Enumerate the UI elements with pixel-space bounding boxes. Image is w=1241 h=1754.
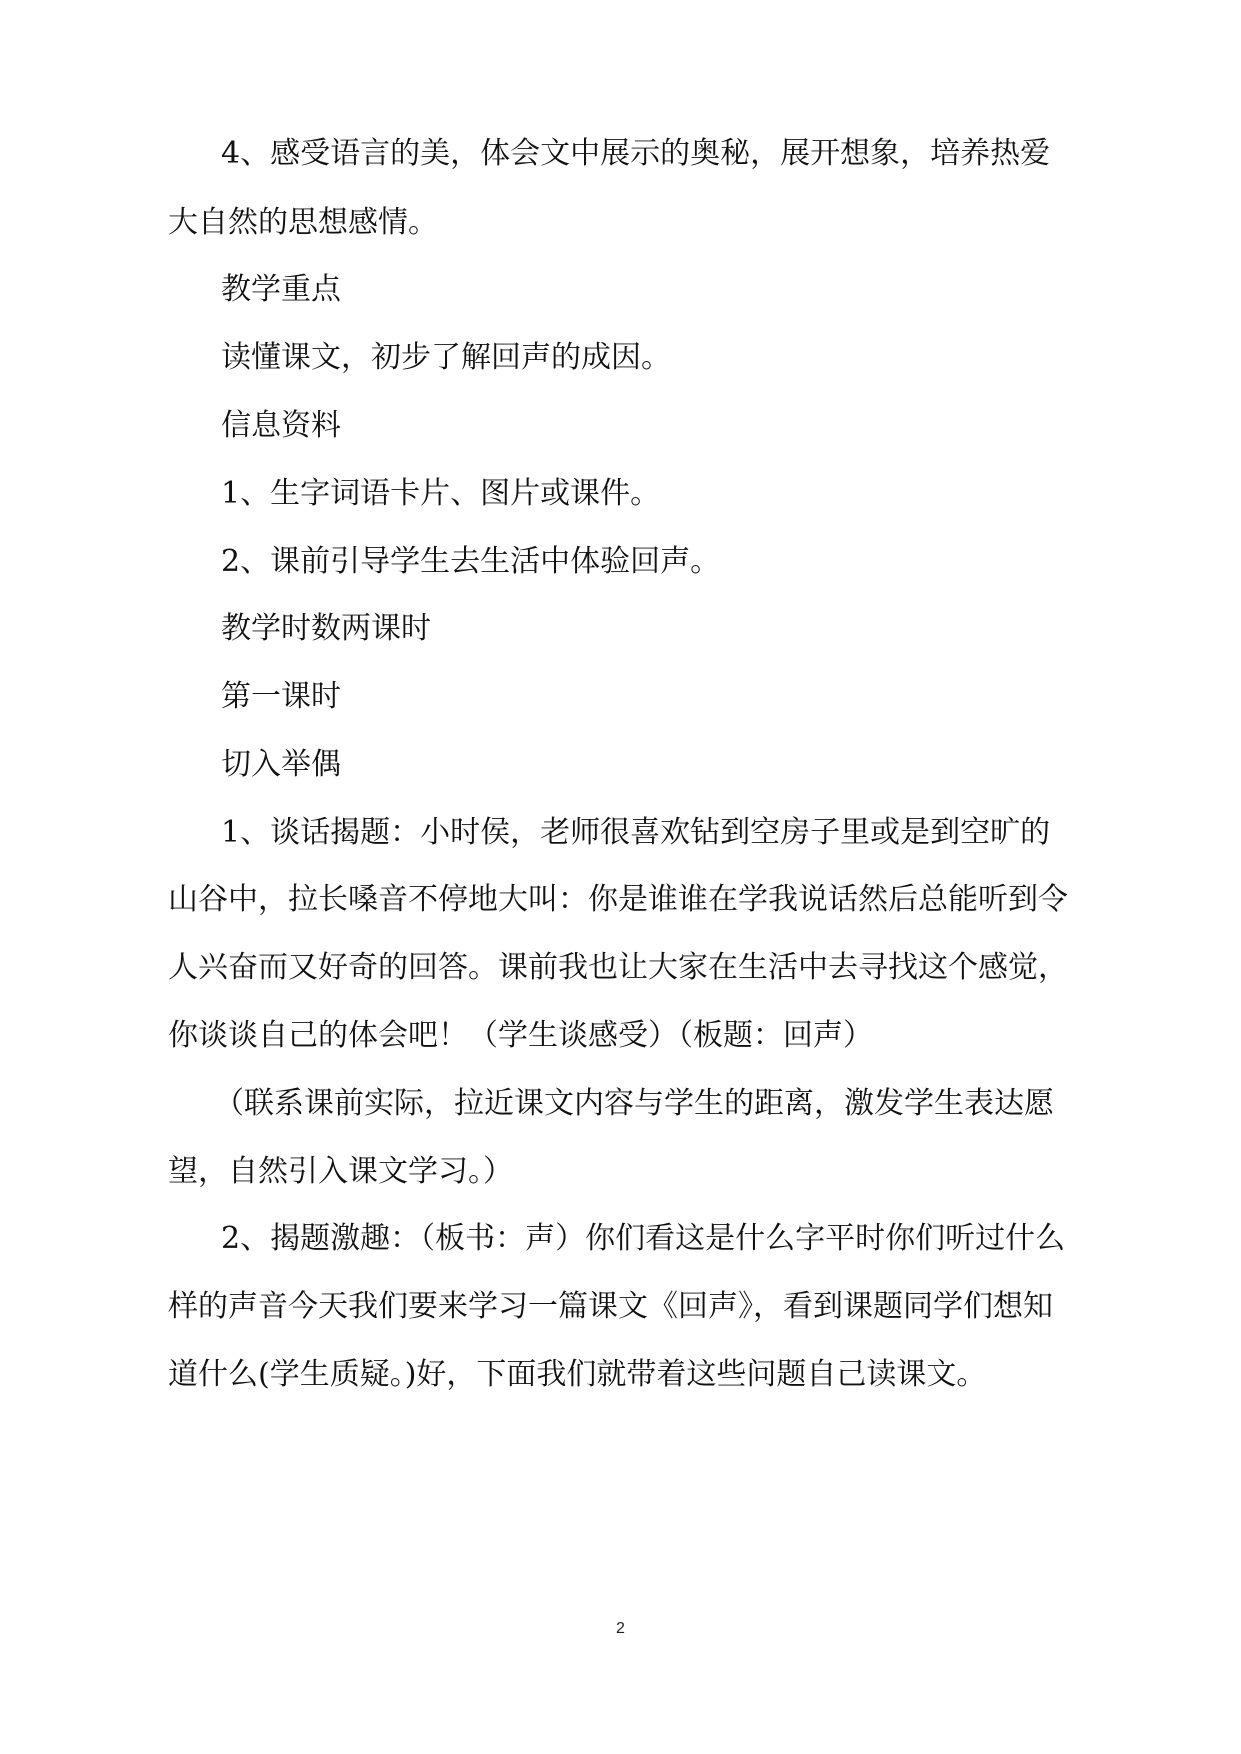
section-heading: 切入举偶 — [221, 747, 341, 782]
paragraph-line: 你谈谈自己的体会吧！（学生谈感受）（板题：回声） — [168, 1018, 873, 1053]
section-heading: 信息资料 — [221, 408, 341, 443]
page-number: 2 — [616, 1620, 625, 1637]
paragraph-line: 1、谈话揭题：小时侯，老师很喜欢钻到空房子里或是到空旷的 — [221, 815, 1051, 850]
paragraph-line: 读懂课文，初步了解回声的成因。 — [221, 340, 671, 375]
list-item: 1、生字词语卡片、图片或课件。 — [221, 476, 661, 511]
paragraph-line: 山谷中，拉长嗓音不停地大叫：你是谁谁在学我说话然后总能听到令 — [168, 882, 1068, 917]
paragraph-line: 样的声音今天我们要来学习一篇课文《回声》，看到课题同学们想知 — [168, 1289, 1053, 1324]
paragraph-line: 望，自然引入课文学习。） — [168, 1154, 513, 1189]
section-heading: 第一课时 — [221, 679, 341, 714]
list-item: 2、课前引导学生去生活中体验回声。 — [221, 544, 721, 579]
paragraph-line: 人兴奋而又好奇的回答。课前我也让大家在生活中去寻找这个感觉， — [168, 950, 1068, 985]
paragraph-line: 大自然的思想感情。 — [168, 205, 438, 240]
section-heading: 教学重点 — [221, 272, 341, 307]
paragraph-line: （联系课前实际，拉近课文内容与学生的距离，激发学生表达愿 — [214, 1086, 1054, 1121]
paragraph-line: 道什么(学生质疑。)好，下面我们就带着这些问题自己读课文。 — [168, 1357, 987, 1392]
paragraph-line: 2、揭题激趣：（板书：声）你们看这是什么字平时你们听过什么 — [221, 1221, 1066, 1256]
paragraph-line: 4、感受语言的美，体会文中展示的奥秘，展开想象，培养热爱 — [221, 136, 1051, 171]
section-heading: 教学时数两课时 — [221, 611, 431, 646]
